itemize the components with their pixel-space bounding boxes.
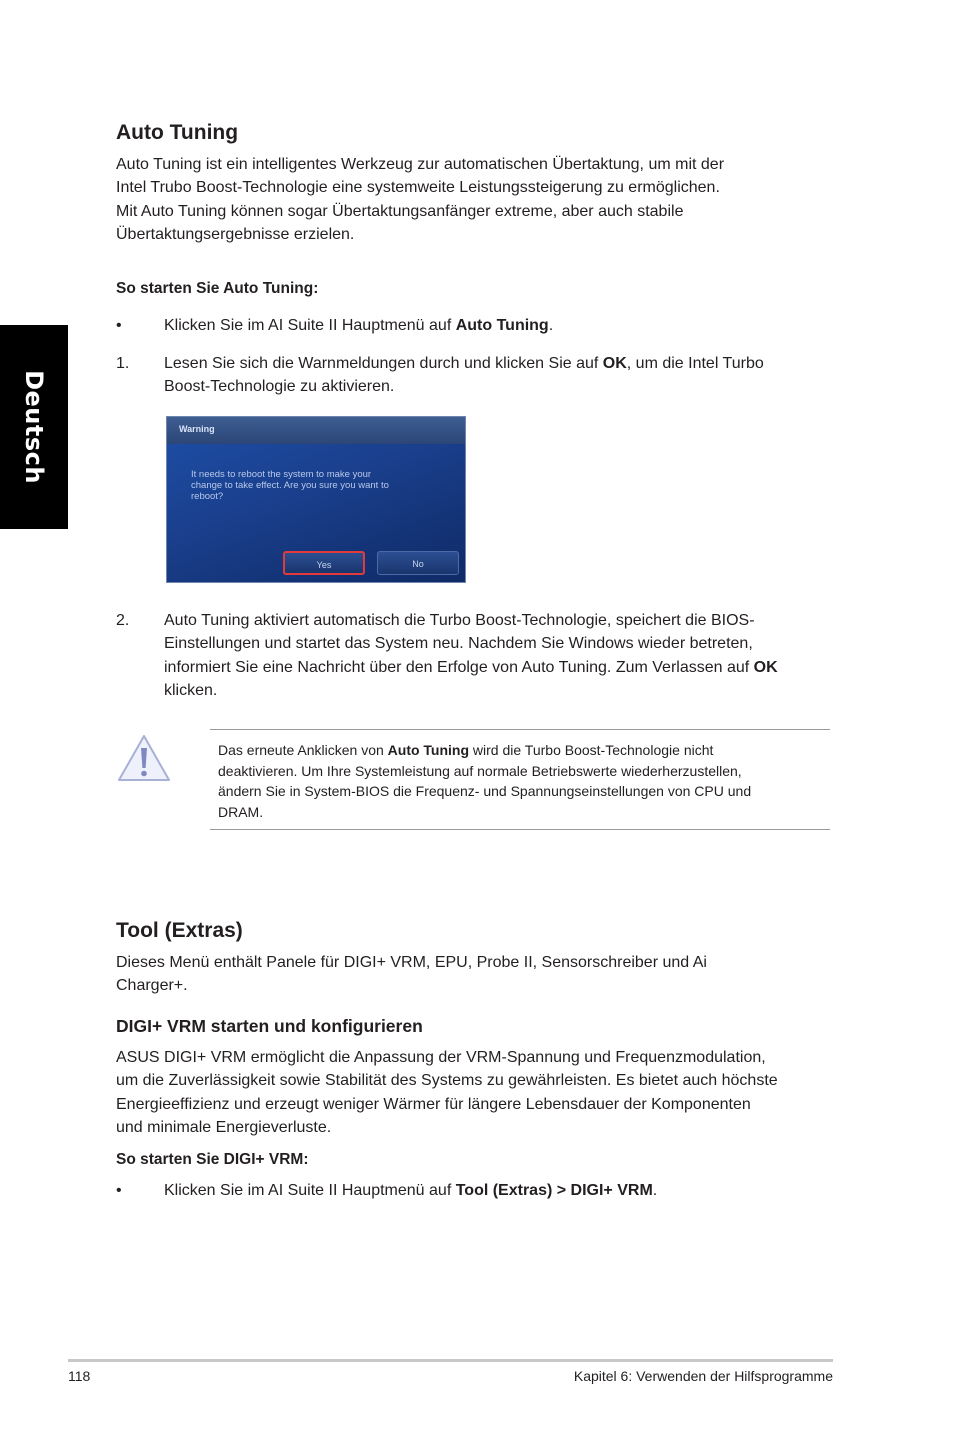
footer-divider [68,1359,833,1362]
note-text: Das erneute Anklicken von Auto Tuning wird die Turbo Boost-Technologie nicht deaktivieren. Um Ihre Systemleistung auf normale Betriebswerte wiederherzustellen, ändern Sie in System-BIOS die Frequenz- und Spannungseinstellungen von CPU und DRAM. [218,742,752,820]
warning-icon [116,733,172,783]
digi-vrm-heading: DIGI+ VRM starten und konfigurieren [116,1016,423,1036]
digi-vrm-bullet: • Klicken Sie im AI Suite II Hauptmenü auf Tool (Extras) > DIGI+ VRM. [116,1182,658,1199]
digi-vrm-body: ASUS DIGI+ VRM ermöglicht die Anpassung der VRM-Spannung und Frequenzmodulation, um die Zuverlässigkeit sowie Stabilität des Systems zu gewährleisten. Es bietet auch höchste Energieeffizienz und erzeugt weniger Wärmer für längere Lebensdauer der Komponenten und minimale Energieverluste. [116,1049,778,1136]
page-number: 118 [68,1368,91,1384]
dialog-yes-button[interactable]: Yes [283,551,365,575]
language-tab [0,325,68,529]
dialog-title-bar [167,417,465,444]
auto-tuning-intro: Auto Tuning ist ein intelligentes Werkzeug zur automatischen Übertaktung, um mit der Intel Trubo Boost-Technologie eine systemweite Leistungssteigerung zu ermöglichen. Mit Auto Tuning können sogar Übertaktungsanfänger extreme, aber auch stabile Übertaktungsergebnisse erzielen. [116,156,725,243]
step-2: 2. Auto Tuning aktiviert automatisch die Turbo Boost-Technologie, speichert die BIOS- Einstellungen und startet das System neu. Nachdem Sie Windows wieder betreten, informiert Sie eine Nachricht über den Erfolge von Auto Tuning. Zum Verlassen auf OK klicken. [116,612,778,699]
dialog-message: It needs to reboot the system to make your change to take effect. Are you sure you want to reboot? [191,469,389,502]
chapter-title: Kapitel 6: Verwenden der Hilfsprogramme [573,1368,833,1384]
digi-vrm-start-label: So starten Sie DIGI+ VRM: [116,1151,309,1168]
language-tab-label: Deutsch [20,370,48,484]
auto-tuning-heading: Auto Tuning [116,121,239,144]
dialog-no-button[interactable]: No [377,551,459,575]
auto-tuning-bullet: • Klicken Sie im AI Suite II Hauptmenü auf Auto Tuning. [116,317,554,334]
tool-heading: Tool (Extras) [116,919,243,942]
auto-tuning-start-label: So starten Sie Auto Tuning: [116,280,319,297]
step-1: 1. Lesen Sie sich die Warnmeldungen durch und klicken Sie auf OK, um die Intel Turbo Boost-Technologie zu aktivieren. [116,355,764,396]
note-box [210,729,830,830]
tool-intro: Dieses Menü enthält Panele für DIGI+ VRM, EPU, Probe II, Sensorschreiber und Ai Charger+. [116,954,707,995]
warning-dialog-screenshot [166,416,466,583]
dialog-title: Warning [179,424,215,434]
